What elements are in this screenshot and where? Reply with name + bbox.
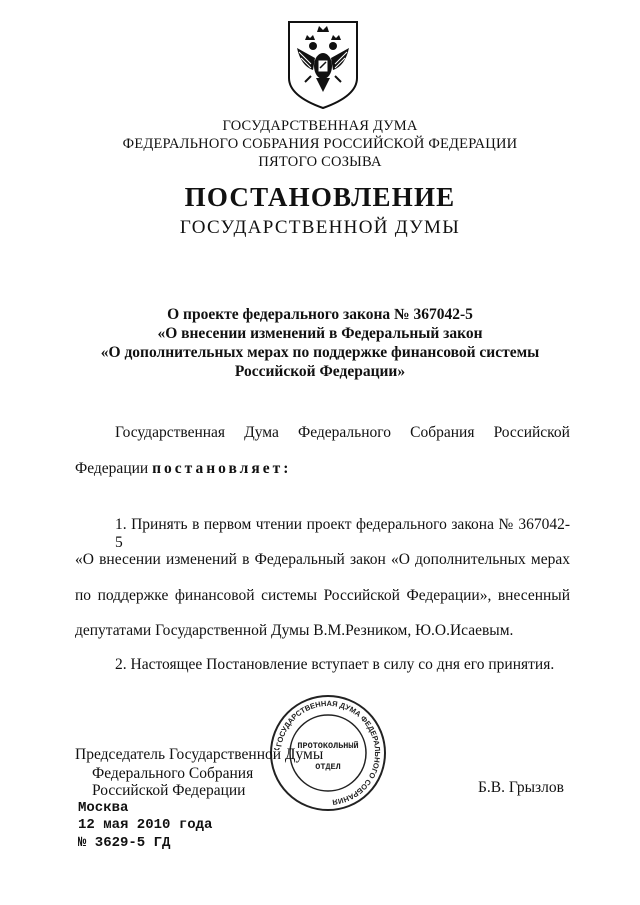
document-title: ПОСТАНОВЛЕНИЕ xyxy=(184,182,456,212)
subject-line-4: Российской Федерации» xyxy=(234,363,406,380)
item-1-line-2: «О внесении изменений в Федеральный закон «О дополнительных мерах xyxy=(75,551,570,568)
preamble-line-2 xyxy=(75,460,570,478)
stamp-ring-text: ГОСУДАРСТВЕННАЯ ДУМА ФЕДЕРАЛЬНОГО СОБРАНИЯ xyxy=(274,698,383,807)
header-line-1: ГОСУДАРСТВЕННАЯ ДУМА xyxy=(222,118,418,134)
preamble-word: Российской xyxy=(493,424,570,441)
stamp-center-bottom: ОТДЕЛ xyxy=(315,762,341,772)
preamble-word: Собрания xyxy=(410,424,475,441)
footer-city: Москва xyxy=(78,800,129,816)
subject-line-2: «О внесении изменений в Федеральный закон xyxy=(157,325,483,342)
subject-line-3: «О дополнительных мерах по поддержке финансовой системы xyxy=(100,344,540,361)
signature-line-1: Председатель Государственной Думы xyxy=(75,746,324,763)
signatory-name: Б.В. Грызлов xyxy=(478,779,564,796)
document-subtitle: ГОСУДАРСТВЕННОЙ ДУМЫ xyxy=(179,217,461,238)
preamble-resolves: постановляет: xyxy=(152,460,292,477)
preamble-word: Дума xyxy=(244,424,279,441)
coat-of-arms-emblem xyxy=(283,18,363,110)
item-1-line-1: 1. Принять в первом чтении проект федерального закона № 367042-5 xyxy=(115,516,570,551)
item-1-line-3: по поддержке финансовой системы Российской Федерации», внесенный xyxy=(75,587,570,604)
footer-number: № 3629-5 ГД xyxy=(78,835,171,851)
preamble-line-1 xyxy=(115,424,570,442)
preamble-federation: Федерации xyxy=(75,460,149,477)
subject-line-1: О проекте федерального закона № 367042-5 xyxy=(167,306,473,323)
preamble-word: Федерального xyxy=(297,424,392,441)
signature-line-2: Федерального Собрания xyxy=(92,765,254,782)
item-2: 2. Настоящее Постановление вступает в силу со дня его принятия. xyxy=(115,656,555,673)
footer-date: 12 мая 2010 года xyxy=(78,817,213,833)
header-line-2: ФЕДЕРАЛЬНОГО СОБРАНИЯ РОССИЙСКОЙ ФЕДЕРАЦИИ xyxy=(122,136,518,152)
item-1-line-4: депутатами Государственной Думы В.М.Резником, Ю.О.Исаевым. xyxy=(75,622,514,639)
header-line-3: ПЯТОГО СОЗЫВА xyxy=(258,154,382,170)
stamp-center-top: ПРОТОКОЛЬНЫЙ xyxy=(297,741,359,751)
signature-line-3: Российской Федерации xyxy=(92,782,246,799)
preamble-word: Государственная xyxy=(115,424,226,441)
